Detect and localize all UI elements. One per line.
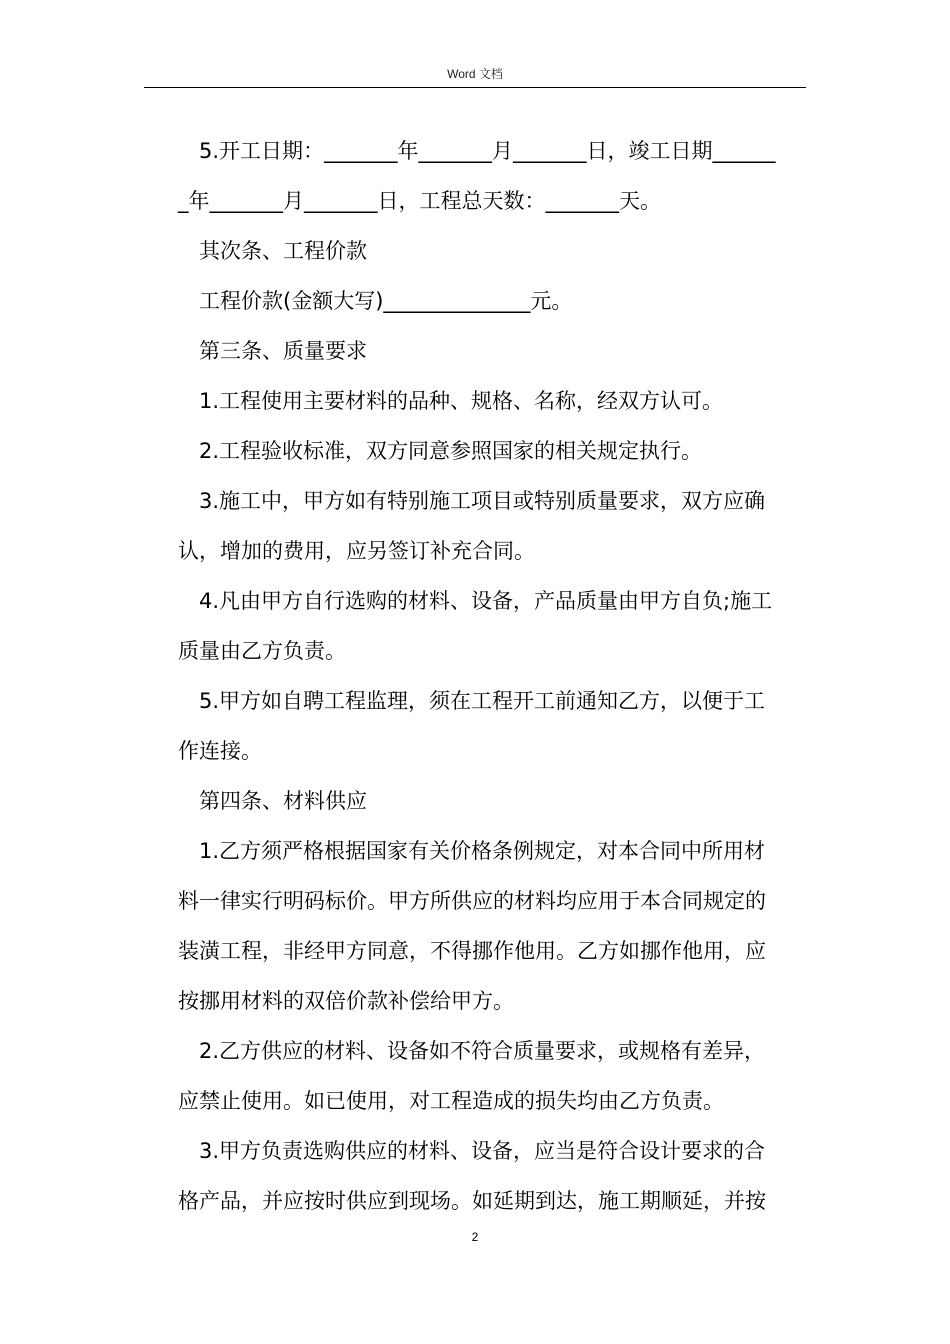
section-heading: 第三条、质量要求: [199, 339, 367, 363]
paragraph-line: 应禁止使用。如已使用，对工程造成的损失均由乙方负责。: [178, 1089, 724, 1113]
page-number: 2: [471, 1230, 479, 1244]
paragraph-line: 3.施工中，甲方如有特别施工项目或特别质量要求，双方应确: [199, 489, 766, 513]
paragraph-line: 4.凡由甲方自行选购的材料、设备，产品质量由甲方自负;施工: [199, 589, 773, 613]
paragraph-line: 装潢工程，非经甲方同意，不得挪作他用。乙方如挪作他用，应: [178, 939, 766, 963]
paragraph-line: 格产品，并应按时供应到现场。如延期到达，施工期顺延，并按: [178, 1189, 766, 1213]
paragraph-line: 2.乙方供应的材料、设备如不符合质量要求，或规格有差异，: [199, 1039, 766, 1063]
paragraph-line: 5.甲方如自聘工程监理，须在工程开工前通知乙方，以便于工: [199, 689, 766, 713]
paragraph-line: 工程价款(金额大写)______________元。: [199, 289, 573, 313]
header-divider: [144, 87, 806, 88]
paragraph-line: 质量由乙方负责。: [178, 639, 346, 663]
page-header: Word 文档: [447, 67, 503, 81]
paragraph-line: 料一律实行明码标价。甲方所供应的材料均应用于本合同规定的: [178, 889, 766, 913]
paragraph-line: 认，增加的费用，应另签订补充合同。: [178, 539, 535, 563]
paragraph-line: 2.工程验收标准，双方同意参照国家的相关规定执行。: [199, 439, 703, 463]
paragraph-line: _年_______月_______日，工程总天数：_______天。: [178, 189, 661, 213]
paragraph-line: 3.甲方负责选购供应的材料、设备，应当是符合设计要求的合: [199, 1139, 766, 1163]
section-heading: 其次条、工程价款: [199, 239, 367, 263]
section-heading: 第四条、材料供应: [199, 789, 367, 813]
paragraph-line: 作连接。: [178, 739, 262, 763]
document-body: [178, 126, 806, 1226]
paragraph-line: 按挪用材料的双倍价款补偿给甲方。: [178, 989, 514, 1013]
paragraph-line: 1.工程使用主要材料的品种、规格、名称，经双方认可。: [199, 389, 724, 413]
paragraph-line: 5.开工日期：_______年_______月_______日，竣工日期______: [199, 139, 776, 163]
paragraph-line: 1.乙方须严格根据国家有关价格条例规定，对本合同中所用材: [199, 839, 766, 863]
